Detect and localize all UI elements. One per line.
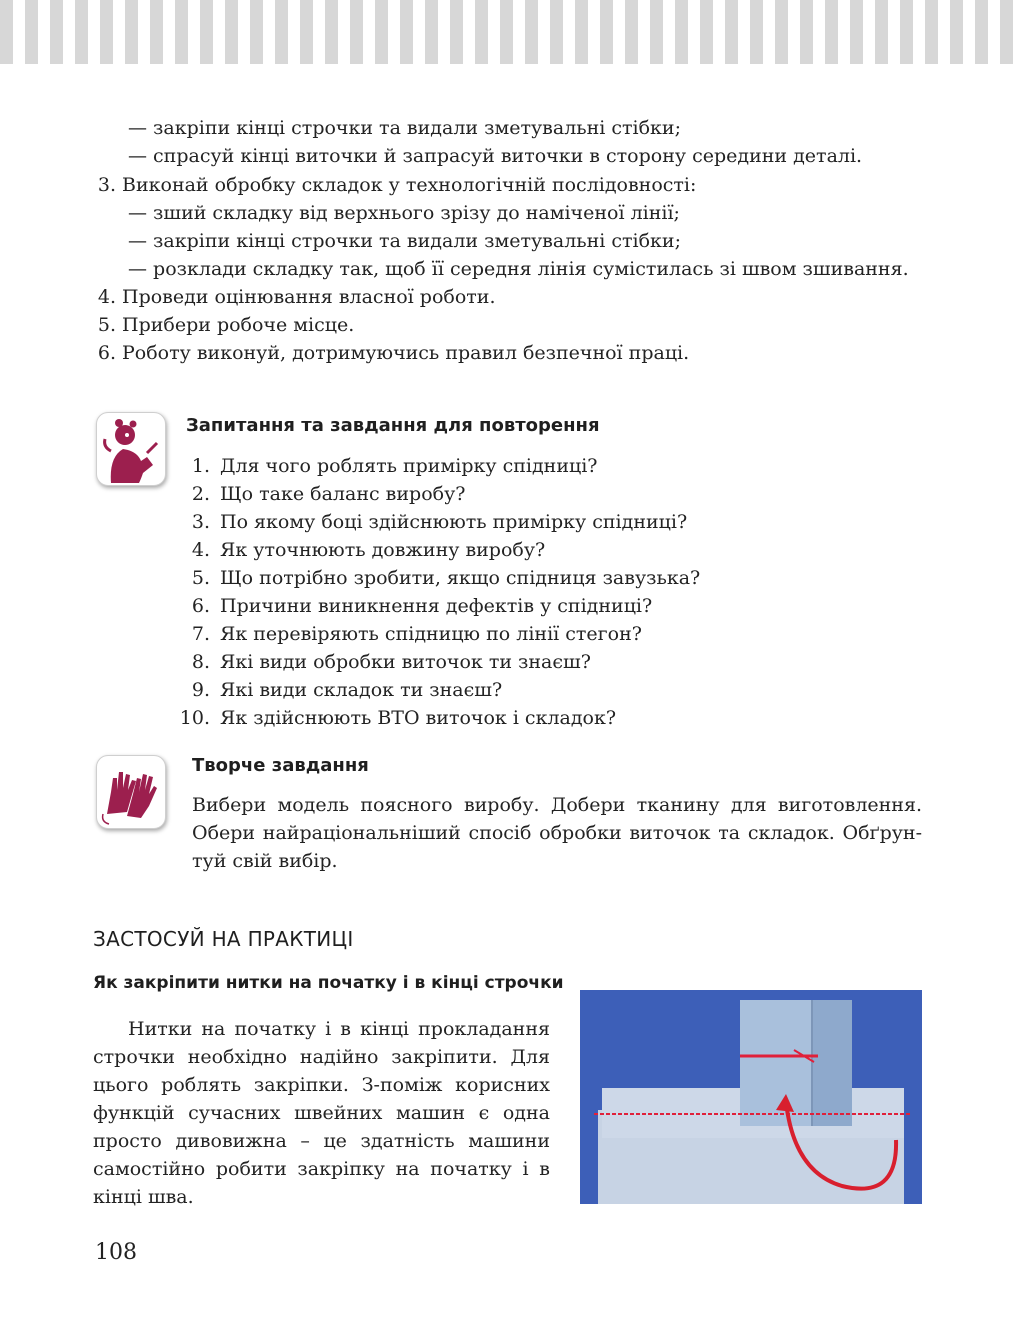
page-number: 108 <box>95 1240 137 1265</box>
question-item: По якому боці здійснюють примірку спідниці? <box>220 511 688 533</box>
list-item: Роботу виконуй, дотримуючись правил безпечної праці. <box>122 342 690 364</box>
question-item: Як здійснюють ВТО виточок і складок? <box>220 707 617 729</box>
list-item: — зший складку від верхнього зрізу до наміченої лінії; <box>128 202 680 224</box>
question-number: 3. <box>191 511 210 533</box>
list-item: — закріпи кінці строчки та видали зметувальні стібки; <box>128 230 681 252</box>
list-number: 6. <box>97 342 116 364</box>
question-number: 4. <box>191 539 210 561</box>
list-item: Прибери робоче місце. <box>122 314 355 336</box>
question-number: 6. <box>191 595 210 617</box>
hands-icon <box>97 756 165 828</box>
list-item: Проведи оцінювання власної роботи. <box>122 286 496 308</box>
list-number: 4. <box>97 286 116 308</box>
questions-heading: Запитання та завдання для повторення <box>186 415 600 436</box>
practice-line: самостійно робити закріпку на початку і в <box>93 1158 550 1180</box>
practice-subheading: Як закріпити нитки на початку і в кінці строчки <box>93 973 564 993</box>
list-number: 5. <box>97 314 116 336</box>
question-item: Для чого роблять примірку спідниці? <box>220 455 598 477</box>
practice-line: строчки необхідно надійно закріпити. Для <box>93 1046 550 1068</box>
creative-line: туй свій вибір. <box>192 850 338 872</box>
list-item: Виконай обробку складок у технологічній послідовності: <box>122 174 697 196</box>
question-item: Що таке баланс виробу? <box>220 483 466 505</box>
question-item: Причини виникнення дефектів у спідниці? <box>220 595 653 617</box>
creative-line: Обери найраціональніший спосіб обробки виточок та складок. Обґрун- <box>192 822 922 844</box>
list-item: — розклади складку так, щоб її середня лінія сумістилась зі швом зшивання. <box>128 258 909 280</box>
question-number: 7. <box>191 623 210 645</box>
question-number: 10. <box>179 707 210 729</box>
creative-heading: Творче завдання <box>192 755 369 776</box>
question-item: Як перевіряють спідницю по лінії стегон? <box>220 623 642 645</box>
list-item: — закріпи кінці строчки та видали зметувальні стібки; <box>128 117 681 139</box>
practice-line: функцій сучасних швейних машин є одна <box>93 1102 550 1124</box>
question-number: 1. <box>191 455 210 477</box>
question-number: 2. <box>191 483 210 505</box>
question-number: 9. <box>191 679 210 701</box>
list-number: 3. <box>97 174 116 196</box>
list-item: — спрасуй кінці виточки й запрасуй виточки в сторону середини деталі. <box>128 145 863 167</box>
question-number: 8. <box>191 651 210 673</box>
question-number: 5. <box>191 567 210 589</box>
practice-line: кінці шва. <box>93 1186 194 1208</box>
girl-thinking-icon <box>97 413 165 485</box>
questions-icon-box <box>96 412 166 486</box>
question-item: Які види обробки виточок ти знаєш? <box>220 651 591 673</box>
creative-icon-box <box>96 755 166 829</box>
practice-line: цього роблять закріпки. З-поміж корисних <box>93 1074 550 1096</box>
question-item: Які види складок ти знаєш? <box>220 679 503 701</box>
creative-line: Вибери модель поясного виробу. Добери тканину для виготовлення. <box>192 794 922 816</box>
question-item: Як уточнюють довжину виробу? <box>220 539 546 561</box>
question-item: Що потрібно зробити, якщо спідниця завузька? <box>220 567 701 589</box>
practice-title: ЗАСТОСУЙ НА ПРАКТИЦІ <box>93 927 354 951</box>
fabric-illustration <box>580 990 922 1204</box>
practice-line: просто дивовижна – це здатність машини <box>93 1130 550 1152</box>
practice-line: Нитки на початку і в кінці прокладання <box>128 1018 550 1040</box>
page-top-stripes <box>0 0 1014 64</box>
bartack-photo <box>580 990 922 1204</box>
